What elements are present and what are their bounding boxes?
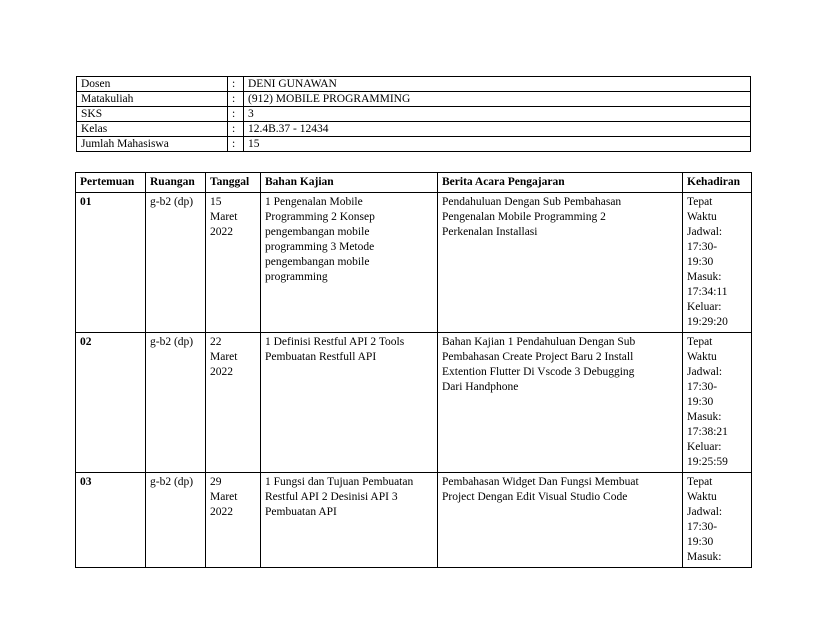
header-berita-acara: Berita Acara Pengajaran [438, 173, 683, 193]
cell-pertemuan: 03 [76, 473, 146, 568]
cell-bahan-kajian-line: Pembuatan API [265, 506, 337, 518]
cell-kehadiran-line: Masuk: [687, 271, 722, 283]
cell-tanggal-line: 2022 [210, 366, 233, 378]
cell-bahan-kajian-line: 1 Pengenalan Mobile [265, 196, 363, 208]
header-kehadiran: Kehadiran [683, 173, 752, 193]
cell-bahan-kajian-line: 1 Definisi Restful API 2 Tools [265, 336, 405, 348]
cell-berita-acara-line: Bahan Kajian 1 Pendahuluan Dengan Sub [442, 336, 636, 348]
cell-kehadiran [683, 473, 752, 568]
cell-bahan-kajian-line: Pembuatan Restfull API [265, 351, 377, 363]
schedule-body [76, 193, 752, 568]
cell-berita-acara-line: Project Dengan Edit Visual Studio Code [442, 491, 628, 503]
cell-ruangan: g-b2 (dp) [146, 193, 206, 333]
info-separator: : [228, 122, 244, 137]
schedule-row [76, 193, 752, 333]
info-separator: : [228, 107, 244, 122]
cell-tanggal-line: 22 [210, 336, 222, 348]
cell-kehadiran-line: 17:38:21 [687, 426, 728, 438]
cell-ruangan: g-b2 (dp) [146, 333, 206, 473]
cell-kehadiran-line: 19:30 [687, 256, 714, 268]
cell-kehadiran-line: 17:30- [687, 521, 718, 533]
header-bahan-kajian: Bahan Kajian [261, 173, 438, 193]
info-value: 12.4B.37 - 12434 [244, 122, 751, 137]
cell-kehadiran-line: Tepat [687, 336, 713, 348]
cell-kehadiran-line: Keluar: [687, 301, 722, 313]
schedule-header-row [76, 173, 752, 193]
cell-tanggal-line: Maret [210, 351, 238, 363]
cell-berita-acara-line: Pengenalan Mobile Programming 2 [442, 211, 606, 223]
cell-berita-acara-line: Pembahasan Create Project Baru 2 Install [442, 351, 634, 363]
cell-tanggal [206, 333, 261, 473]
cell-kehadiran-line: Tepat [687, 476, 713, 488]
cell-berita-acara [438, 473, 683, 568]
cell-kehadiran-line: Jadwal: [687, 226, 723, 238]
cell-kehadiran-line: 19:30 [687, 396, 714, 408]
cell-berita-acara [438, 193, 683, 333]
cell-kehadiran-line: Waktu [687, 491, 717, 503]
cell-kehadiran-line: Masuk: [687, 551, 722, 563]
cell-kehadiran-line: 19:30 [687, 536, 714, 548]
cell-ruangan: g-b2 (dp) [146, 473, 206, 568]
info-value: 3 [244, 107, 751, 122]
cell-bahan-kajian-line: programming [265, 271, 328, 283]
info-value: (912) MOBILE PROGRAMMING [244, 92, 751, 107]
header-tanggal: Tanggal [206, 173, 261, 193]
info-row-kelas [77, 122, 751, 137]
cell-bahan-kajian [261, 333, 438, 473]
cell-bahan-kajian-line: pengembangan mobile [265, 256, 370, 268]
info-row-dosen [77, 77, 751, 92]
cell-tanggal-line: 2022 [210, 506, 233, 518]
info-label: Kelas [77, 122, 228, 137]
cell-berita-acara-line: Perkenalan Installasi [442, 226, 538, 238]
cell-berita-acara [438, 333, 683, 473]
meeting-schedule-table [75, 172, 752, 568]
info-row-matakuliah [77, 92, 751, 107]
cell-tanggal-line: 15 [210, 196, 222, 208]
cell-tanggal-line: Maret [210, 211, 238, 223]
info-value: DENI GUNAWAN [244, 77, 751, 92]
info-label: Matakuliah [77, 92, 228, 107]
cell-kehadiran-line: Masuk: [687, 411, 722, 423]
info-separator: : [228, 77, 244, 92]
cell-bahan-kajian [261, 473, 438, 568]
cell-bahan-kajian-line: pengembangan mobile [265, 226, 370, 238]
info-label: SKS [77, 107, 228, 122]
info-row-jumlah-mahasiswa [77, 137, 751, 152]
header-ruangan: Ruangan [146, 173, 206, 193]
header-pertemuan: Pertemuan [76, 173, 146, 193]
cell-bahan-kajian-line: programming 3 Metode [265, 241, 375, 253]
cell-bahan-kajian-line: 1 Fungsi dan Tujuan Pembuatan [265, 476, 414, 488]
cell-pertemuan: 02 [76, 333, 146, 473]
cell-berita-acara-line: Dari Handphone [442, 381, 519, 393]
cell-kehadiran-line: Waktu [687, 211, 717, 223]
cell-kehadiran-line: Jadwal: [687, 506, 723, 518]
schedule-row [76, 473, 752, 568]
cell-kehadiran-line: Jadwal: [687, 366, 723, 378]
cell-kehadiran-line: Waktu [687, 351, 717, 363]
cell-tanggal-line: 2022 [210, 226, 233, 238]
cell-kehadiran-line: 17:30- [687, 241, 718, 253]
cell-kehadiran [683, 333, 752, 473]
cell-berita-acara-line: Extention Flutter Di Vscode 3 Debugging [442, 366, 635, 378]
cell-berita-acara-line: Pendahuluan Dengan Sub Pembahasan [442, 196, 622, 208]
info-row-sks [77, 107, 751, 122]
cell-tanggal-line: Maret [210, 491, 238, 503]
cell-kehadiran-line: Tepat [687, 196, 713, 208]
course-info-table [76, 76, 751, 152]
info-separator: : [228, 92, 244, 107]
schedule-row [76, 333, 752, 473]
cell-kehadiran-line: Keluar: [687, 441, 722, 453]
info-value: 15 [244, 137, 751, 152]
info-separator: : [228, 137, 244, 152]
info-label: Dosen [77, 77, 228, 92]
cell-berita-acara-line: Pembahasan Widget Dan Fungsi Membuat [442, 476, 639, 488]
cell-tanggal-line: 29 [210, 476, 222, 488]
cell-bahan-kajian-line: Restful API 2 Desinisi API 3 [265, 491, 398, 503]
cell-pertemuan: 01 [76, 193, 146, 333]
course-info-body [77, 77, 751, 152]
cell-bahan-kajian [261, 193, 438, 333]
cell-bahan-kajian-line: Programming 2 Konsep [265, 211, 375, 223]
cell-kehadiran [683, 193, 752, 333]
info-label: Jumlah Mahasiswa [77, 137, 228, 152]
cell-tanggal [206, 473, 261, 568]
cell-kehadiran-line: 17:30- [687, 381, 718, 393]
cell-kehadiran-line: 17:34:11 [687, 286, 728, 298]
cell-tanggal [206, 193, 261, 333]
cell-kehadiran-line: 19:29:20 [687, 316, 728, 328]
cell-kehadiran-line: 19:25:59 [687, 456, 728, 468]
